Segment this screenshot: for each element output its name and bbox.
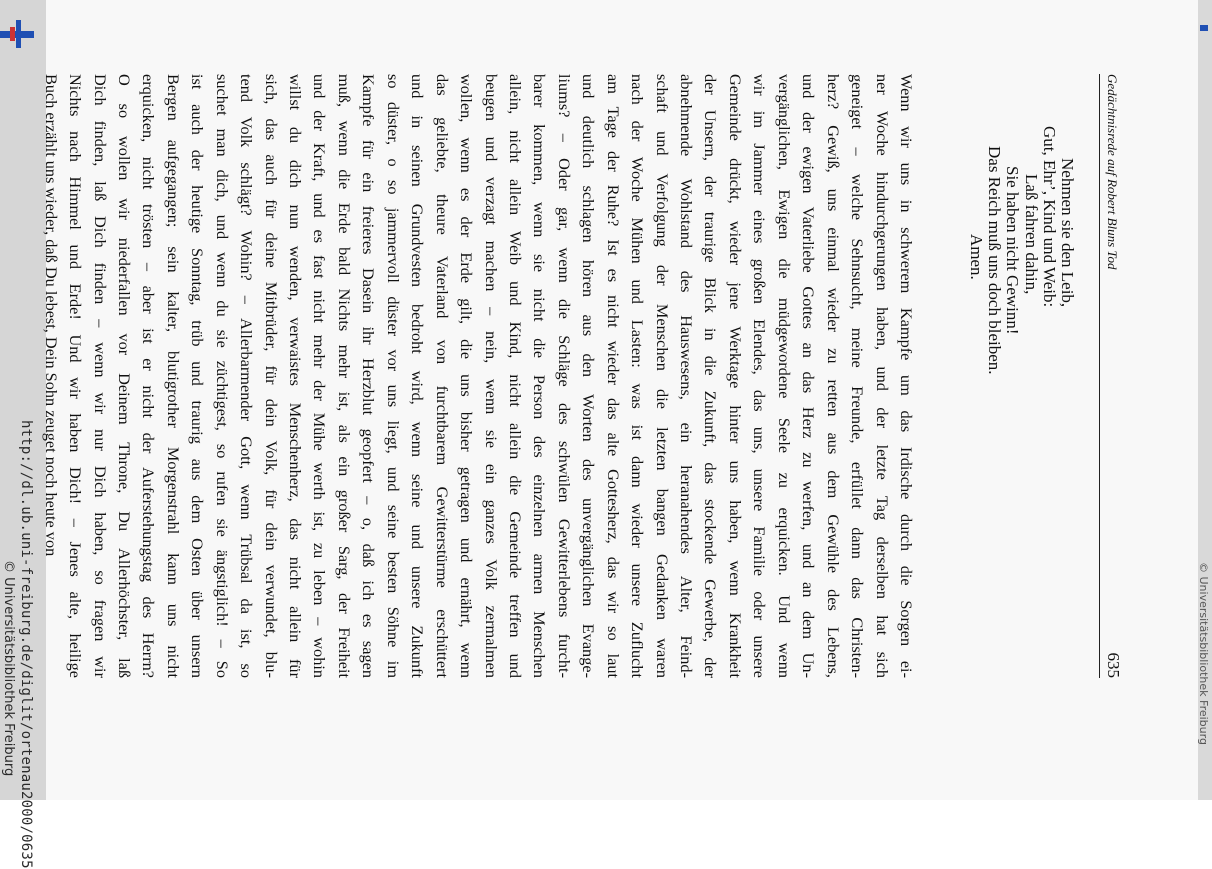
verse-line: Amen.: [967, 234, 987, 280]
text-line: vergänglichen, Ewigen die müdgewordene Seele zu erquicken. Und wenn: [774, 74, 794, 678]
running-head: [1099, 74, 1123, 678]
source-url: http://dl.ub.uni-freiburg.de/diglit/ortenau2000/0635: [18, 420, 34, 869]
verse-line: Das Reich muß uns doch bleiben.: [985, 146, 1005, 375]
text-line: nach der Woche Mühen und Lasten: was ist dann wieder unsere Zuflucht: [628, 74, 648, 678]
verse-line: Nehmen sie den Leib,: [1058, 158, 1077, 308]
text-line: das geliebte, theure Vaterland von furchtbarem Gewitterstürme erschüttert: [432, 74, 452, 678]
text-line: schaft und Verfolgung der Menschen die letzten bangen Gedanken waren: [652, 74, 672, 678]
text-line: und der Kraft, und es fast nicht mehr der Mühe werth ist, zu leben – wohin: [310, 74, 330, 678]
text-line: Gemeinde drückt, wieder jene Werktage hinter uns haben, wenn Krankheit: [725, 74, 745, 678]
text-line: suchet man dich, und wenn du sie züchtigest, so rufen sie ängstiglich! – So: [212, 74, 232, 678]
verse-line: Sie haben nicht Gewinn!: [1003, 166, 1023, 335]
text-line: tend Volk schlägt? Wohin? – Allerbarmender Gott, wenn Trübsal da ist, so: [237, 74, 257, 678]
text-line: so düster, o so jammervoll düster vor uns liegt, und seine besten Söhne im: [383, 74, 403, 678]
text-line: Dich finden, laß Dich finden – wenn wir nur Dich haben, so fragen wir: [90, 74, 110, 678]
text-line: liums? – Oder gar, wenn die Schläge des schwülen Gewitterlebens furcht-: [554, 74, 574, 678]
text-line: beugen und verzagt machen – nein, wenn sie ein ganzes Volk zermalmen: [481, 74, 501, 678]
text-line: Bergen aufgegangen; sein kalter, blutigrother Morgenstrahl kann uns nicht: [163, 74, 183, 678]
text-line: und der ewigen Vaterliebe Gottes an das Herz zu werfen, und an dem Un-: [799, 74, 819, 678]
text-line: O so wollen wir niederfallen vor Deinem Throne, Du Allerhöchster, laß: [115, 74, 134, 678]
text-line: wollen, wenn es der Erde gilt, die uns bisher getragen und ernährt, wenn: [457, 74, 477, 678]
text-line: barer kommen, wenn sie nicht die Person des einzelnen armen Menschen: [530, 74, 550, 678]
text-line: der Unsern, der traurige Blick in die Zukunft, das stockende Gewerbe, der: [701, 74, 721, 678]
text-line: Nichts nach Himmel und Erde! Und wir haben Dich! – Jenes alte, heilige: [66, 74, 86, 678]
text-line: ner Woche hindurchgerungen haben, und der letzte Tag derselben hat sich: [872, 74, 892, 678]
text-line: willst du dich nun wenden, verwaistes Menschenherz, das nicht allein für: [286, 74, 306, 678]
text-line: allein, nicht allein Weib und Kind, nicht allein die Gemeinde treffen und: [506, 74, 525, 678]
text-line: sich, das auch für deine Mitbrüder, für dein Volk, für dein verwundet, blu-: [261, 74, 281, 678]
registration-mark: [1200, 25, 1208, 31]
page-number: 635: [1104, 652, 1123, 678]
body-text: [38, 74, 918, 678]
text-line: geneiget – welche Sehnsucht, meine Freunde, erfüllet dann das Christen-: [848, 74, 868, 678]
text-line: herz? Gewiß, uns einmal wieder zu retten aus dem Gewühle des Lebens,: [823, 74, 843, 678]
registration-mark: [16, 20, 21, 48]
verse-line: Laß fahren dahin,: [1021, 174, 1041, 295]
registration-mark: [10, 27, 15, 41]
text-line: muß, wenn die Erde bald Nichts mehr ist, als ein großer Sarg, der Freiheit: [334, 74, 354, 678]
text-line: erquicken, nicht trösten – aber ist er nicht der Auferstehungstag des Herrn?: [139, 74, 159, 678]
text-line: Kampfe für ein freieres Dasein ihr Herzblut geopfert – o, daß ich es sagen: [359, 74, 379, 678]
text-line: Wenn wir uns in schwerem Kampfe um das Irdische durch die Sorgen ei-: [897, 74, 916, 678]
text-line: ist auch der heutige Sonntag, trüb und traurig aus dem Osten über unsern: [188, 74, 208, 678]
text-line: am Tage der Ruhe? Ist es nicht wieder das alte Gottesherz, das wir so laut: [603, 74, 623, 678]
running-head-title: Gedächtnisrede auf Robert Bluns Tod: [1105, 74, 1120, 270]
verse-stanza: [967, 74, 1076, 394]
verse-line: Gut, Ehr’, Kind und Weib:: [1039, 126, 1059, 308]
copyright-notice: © Universitätsbibliothek Freiburg: [1, 560, 16, 777]
text-line: und deutlich schlagen hören aus den Worten des unvergänglichen Evange-: [579, 74, 599, 678]
text-line: wir im Jammer eines großen Elendes, das uns, unsere Familie oder unsere: [750, 74, 770, 678]
copyright-notice-right: © Universitätsbibliothek Freiburg: [1197, 562, 1210, 745]
text-line: und in seinen Grundvesten bedroht wird, wenn seine und unsere Zukunft: [408, 74, 428, 678]
text-line: abnehmende Wohlstand des Hauswesens, ein heranahendes Alter, Feind-: [677, 74, 697, 678]
text-line: Buch erzählt uns wieder, daß Du lebest, Dein Sohn zeuget noch heute von: [41, 74, 61, 557]
